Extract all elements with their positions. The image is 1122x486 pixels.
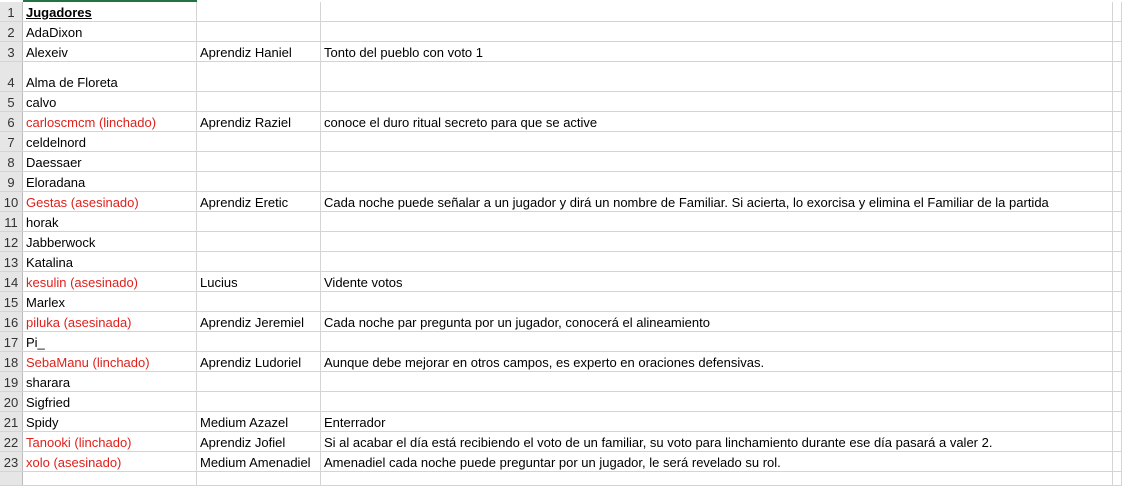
row-header[interactable]: 7	[0, 132, 23, 151]
table-row	[0, 192, 1122, 212]
cell-description[interactable]: Cada noche puede señalar a un jugador y dirá un nombre de Familiar. Si acierta, lo exorcisa y elimina el Familiar de la partida	[321, 192, 1113, 211]
cell-empty[interactable]	[1113, 192, 1122, 211]
cell-empty[interactable]	[1113, 292, 1122, 311]
row-header[interactable]: 12	[0, 232, 23, 251]
table-row	[0, 212, 1122, 232]
row-header[interactable]: 6	[0, 112, 23, 131]
cell-player[interactable]: Spidy	[23, 412, 197, 431]
cell-player[interactable]: sharara	[23, 372, 197, 391]
cell-player[interactable]: carloscmcm (linchado)	[23, 112, 197, 131]
cell-role[interactable]	[197, 292, 321, 311]
table-row	[0, 252, 1122, 272]
cell-player[interactable]: piluka (asesinada)	[23, 312, 197, 331]
cell-description[interactable]: Tonto del pueblo con voto 1	[321, 42, 1113, 61]
cell-role[interactable]	[197, 472, 321, 485]
cell-description[interactable]	[321, 252, 1113, 271]
cell-role[interactable]: Medium Amenadiel	[197, 452, 321, 471]
cell-description[interactable]: Si al acabar el día está recibiendo el voto de un familiar, su voto para linchamiento durante ese día pasará a valer 2.	[321, 432, 1113, 451]
table-row	[0, 312, 1122, 332]
row-header[interactable]	[0, 472, 23, 485]
row-header[interactable]: 9	[0, 172, 23, 191]
cell-empty[interactable]	[1113, 392, 1122, 411]
cell-empty[interactable]	[1113, 172, 1122, 191]
cell-empty[interactable]	[1113, 152, 1122, 171]
cell-empty[interactable]	[1113, 372, 1122, 391]
cell-description[interactable]	[321, 212, 1113, 231]
table-row	[0, 112, 1122, 132]
row-header[interactable]: 22	[0, 432, 23, 451]
cell-empty[interactable]	[1113, 472, 1122, 485]
cell-description[interactable]	[321, 232, 1113, 251]
cell-player[interactable]: Eloradana	[23, 172, 197, 191]
cell-role[interactable]	[197, 172, 321, 191]
cell-empty[interactable]	[1113, 332, 1122, 351]
cell-empty[interactable]	[1113, 42, 1122, 61]
cell-role[interactable]	[197, 392, 321, 411]
row-header[interactable]: 21	[0, 412, 23, 431]
selected-cell-indicator	[23, 0, 197, 2]
row-header[interactable]: 15	[0, 292, 23, 311]
cell-player[interactable]: Jabberwock	[23, 232, 197, 251]
cell-role[interactable]: Aprendiz Haniel	[197, 42, 321, 61]
row-header[interactable]: 4	[0, 62, 23, 91]
cell-player[interactable]: celdelnord	[23, 132, 197, 151]
cell-player[interactable]: Gestas (asesinado)	[23, 192, 197, 211]
cell-empty[interactable]	[1113, 312, 1122, 331]
cell-role[interactable]: Aprendiz Eretic	[197, 192, 321, 211]
cell-description[interactable]	[321, 372, 1113, 391]
table-row	[0, 392, 1122, 412]
cell-player[interactable]: Jugadores	[23, 2, 197, 21]
row-header[interactable]: 19	[0, 372, 23, 391]
cell-empty[interactable]	[1113, 22, 1122, 41]
cell-role[interactable]: Aprendiz Jofiel	[197, 432, 321, 451]
row-header[interactable]: 10	[0, 192, 23, 211]
row-header[interactable]: 16	[0, 312, 23, 331]
cell-role[interactable]	[197, 332, 321, 351]
cell-description[interactable]: Vidente votos	[321, 272, 1113, 291]
cell-player[interactable]: Marlex	[23, 292, 197, 311]
cell-player[interactable]: Pi_	[23, 332, 197, 351]
cell-description[interactable]	[321, 172, 1113, 191]
table-row	[0, 62, 1122, 92]
cell-description[interactable]	[321, 2, 1113, 21]
cell-player[interactable]: Alexeiv	[23, 42, 197, 61]
cell-role[interactable]	[197, 152, 321, 171]
cell-role[interactable]	[197, 22, 321, 41]
row-header[interactable]: 13	[0, 252, 23, 271]
cell-role[interactable]	[197, 62, 321, 91]
cell-player[interactable]: Daessaer	[23, 152, 197, 171]
cell-empty[interactable]	[1113, 92, 1122, 111]
cell-player[interactable]: Katalina	[23, 252, 197, 271]
row-header[interactable]: 1	[0, 2, 23, 21]
table-row	[0, 42, 1122, 62]
table-row	[0, 372, 1122, 392]
cell-player[interactable]: horak	[23, 212, 197, 231]
table-row	[0, 352, 1122, 372]
cell-description[interactable]: conoce el duro ritual secreto para que se active	[321, 112, 1113, 131]
table-row	[0, 2, 1122, 22]
cell-empty[interactable]	[1113, 452, 1122, 471]
cell-description[interactable]: Aunque debe mejorar en otros campos, es experto en oraciones defensivas.	[321, 352, 1113, 371]
cell-role[interactable]	[197, 372, 321, 391]
cell-description[interactable]	[321, 332, 1113, 351]
cell-description[interactable]	[321, 472, 1113, 485]
table-row	[0, 332, 1122, 352]
row-header[interactable]: 11	[0, 212, 23, 231]
cell-player[interactable]: Tanooki (linchado)	[23, 432, 197, 451]
cell-player[interactable]: Sigfried	[23, 392, 197, 411]
row-header[interactable]: 18	[0, 352, 23, 371]
cell-role[interactable]	[197, 92, 321, 111]
cell-description[interactable]: Enterrador	[321, 412, 1113, 431]
row-header[interactable]: 20	[0, 392, 23, 411]
table-row	[0, 132, 1122, 152]
cell-player[interactable]: calvo	[23, 92, 197, 111]
cell-role[interactable]: Medium Azazel	[197, 412, 321, 431]
cell-empty[interactable]	[1113, 232, 1122, 251]
cell-empty[interactable]	[1113, 412, 1122, 431]
table-row	[0, 172, 1122, 192]
table-row	[0, 272, 1122, 292]
cell-description[interactable]	[321, 62, 1113, 91]
table-row	[0, 232, 1122, 252]
cell-description[interactable]	[321, 22, 1113, 41]
cell-description[interactable]	[321, 132, 1113, 151]
cell-description[interactable]: Cada noche par pregunta por un jugador, conocerá el alineamiento	[321, 312, 1113, 331]
table-row	[0, 92, 1122, 112]
table-row	[0, 292, 1122, 312]
cell-empty[interactable]	[1113, 2, 1122, 21]
table-row	[0, 432, 1122, 452]
cell-role[interactable]: Aprendiz Ludoriel	[197, 352, 321, 371]
cell-description[interactable]	[321, 292, 1113, 311]
cell-player[interactable]	[23, 472, 197, 485]
cell-empty[interactable]	[1113, 272, 1122, 291]
row-header[interactable]: 2	[0, 22, 23, 41]
cell-empty[interactable]	[1113, 212, 1122, 231]
cell-role[interactable]	[197, 232, 321, 251]
cell-description[interactable]: Amenadiel cada noche puede preguntar por un jugador, le será revelado su rol.	[321, 452, 1113, 471]
cell-description[interactable]	[321, 152, 1113, 171]
table-row	[0, 22, 1122, 42]
row-header[interactable]: 8	[0, 152, 23, 171]
cell-empty[interactable]	[1113, 252, 1122, 271]
cell-player[interactable]: AdaDixon	[23, 22, 197, 41]
cell-empty[interactable]	[1113, 132, 1122, 151]
cell-description[interactable]	[321, 392, 1113, 411]
table-row	[0, 452, 1122, 472]
cell-role[interactable]: Aprendiz Raziel	[197, 112, 321, 131]
cell-role[interactable]	[197, 252, 321, 271]
cell-empty[interactable]	[1113, 112, 1122, 131]
cell-role[interactable]: Aprendiz Jeremiel	[197, 312, 321, 331]
cell-description[interactable]	[321, 92, 1113, 111]
table-row	[0, 152, 1122, 172]
cell-role[interactable]	[197, 132, 321, 151]
cell-role[interactable]	[197, 2, 321, 21]
cell-empty[interactable]	[1113, 62, 1122, 91]
cell-player[interactable]: xolo (asesinado)	[23, 452, 197, 471]
cell-role[interactable]: Lucius	[197, 272, 321, 291]
cell-empty[interactable]	[1113, 352, 1122, 371]
cell-player[interactable]: Alma de Floreta	[23, 62, 197, 91]
row-header[interactable]: 14	[0, 272, 23, 291]
cell-player[interactable]: SebaManu (linchado)	[23, 352, 197, 371]
cell-player[interactable]: kesulin (asesinado)	[23, 272, 197, 291]
cell-empty[interactable]	[1113, 432, 1122, 451]
row-header[interactable]: 3	[0, 42, 23, 61]
row-header[interactable]: 17	[0, 332, 23, 351]
table-row	[0, 412, 1122, 432]
row-header[interactable]: 23	[0, 452, 23, 471]
row-header[interactable]: 5	[0, 92, 23, 111]
cell-role[interactable]	[197, 212, 321, 231]
